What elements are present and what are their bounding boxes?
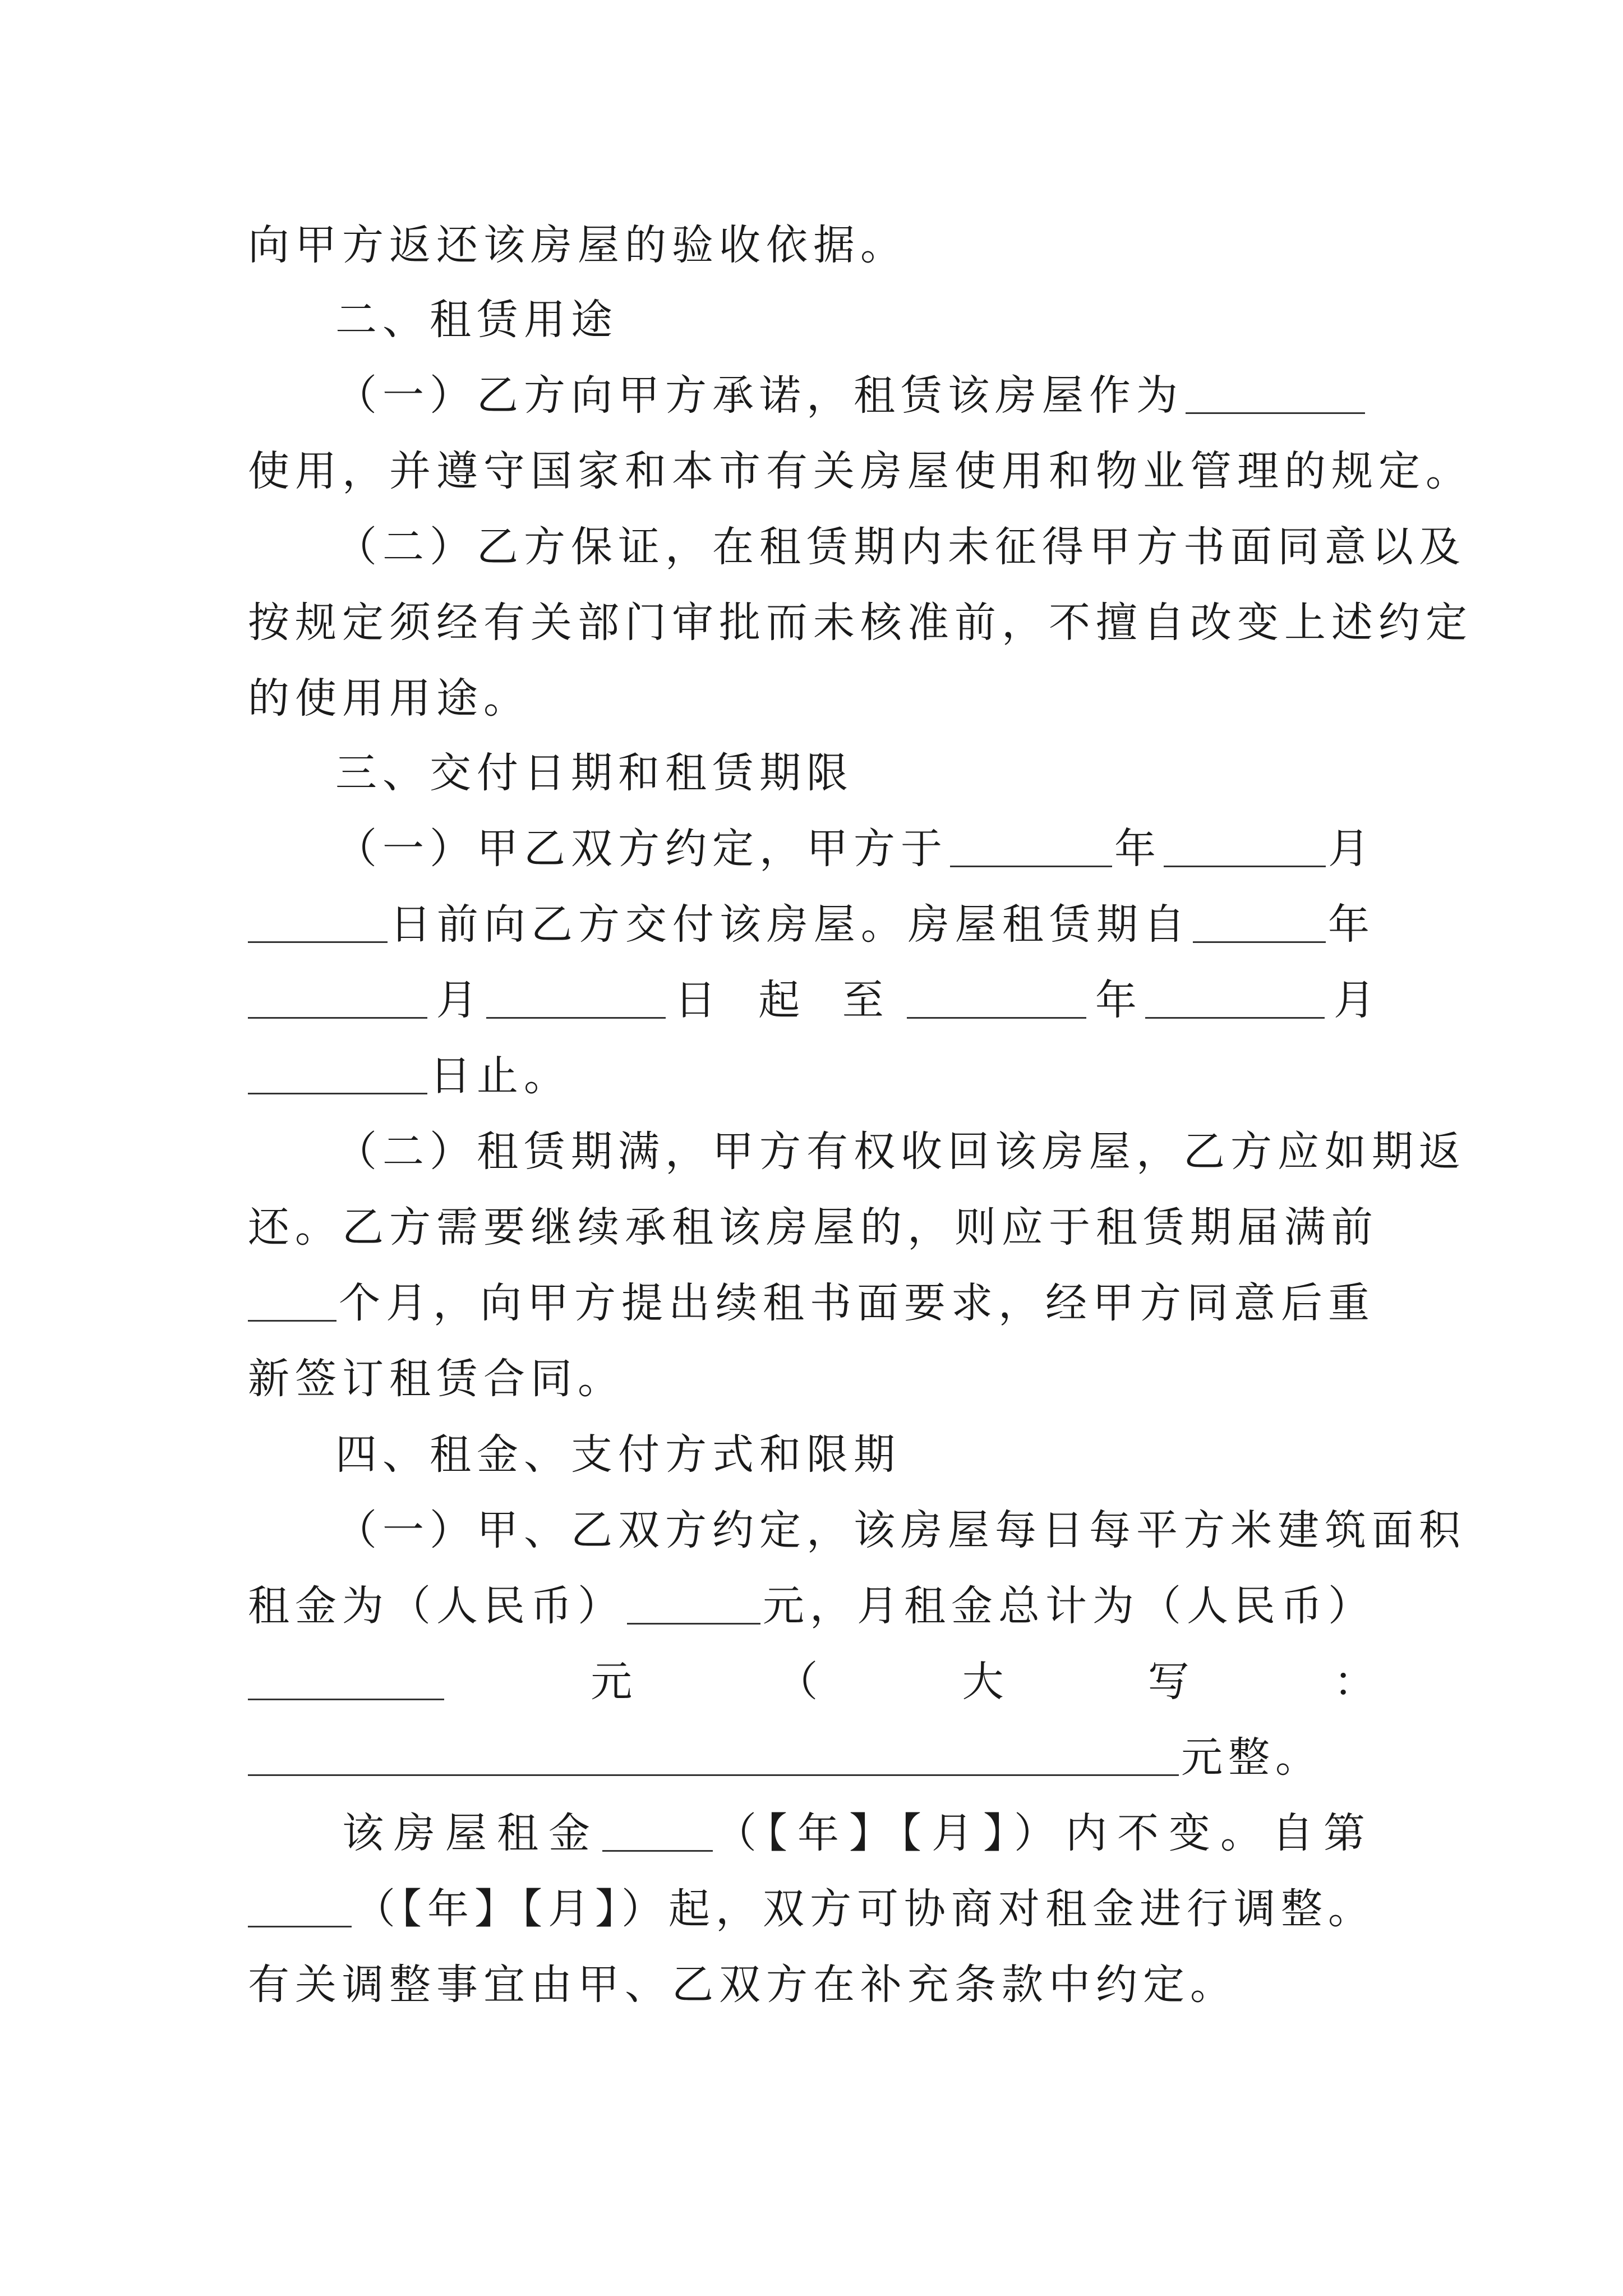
fill-blank-adjust-from[interactable] [248,1891,352,1927]
line-text: 新签订租赁合同。 [248,1355,625,1403]
clause-2-2 [335,516,1466,578]
line-text: 月 [1333,976,1375,1024]
line-text: 日止。 [430,1052,571,1100]
line-text: 年 [1095,976,1137,1024]
line-text: 还。乙方需要继续承租该房屋的，则应于租赁期届满前 [248,1203,1378,1251]
line-text: ： [1333,1658,1375,1706]
line-text: 日 起 至 [674,976,898,1024]
text-line-6 [248,592,1473,654]
fill-blank-delivery-year[interactable] [950,831,1112,867]
fill-blank-rent-fixed-period[interactable] [602,1815,713,1852]
fill-blank-start-year[interactable] [1193,907,1326,943]
fill-blank-monthly-rent[interactable] [248,1664,444,1700]
text-line-4 [248,440,1473,502]
line-text: 月 [1328,825,1375,873]
line-text: 的使用用途。 [248,674,531,723]
line-text: 元 [591,1658,633,1706]
line-text: 向甲方返还该房屋的验收依据。 [248,221,907,269]
text-line-7 [248,668,1375,729]
line-text: 年 [1114,825,1161,873]
line-text: （二）乙方保证，在租赁期内未征得甲方书面同意以及 [335,523,1466,571]
line-text: 大 [962,1658,1004,1706]
line-text: （ [776,1658,818,1706]
line-text: （【年】【月】）内不变。自第 [715,1809,1375,1857]
text-line-24 [248,1954,1375,2016]
line-text: 个月，向甲方提出续租书面要求，经甲方同意后重 [339,1279,1375,1327]
line-text: （一）甲、乙双方约定，该房屋每日每平方米建筑面积 [335,1506,1466,1554]
line-text: 月 [436,976,478,1024]
clause-4-1 [335,1499,1466,1561]
line-text: 按规定须经有关部门审批而未核准前，不擅自改变上述约定 [248,599,1473,647]
clause-3-2 [335,1121,1466,1182]
line-text: 日前向乙方交付该房屋。房屋租赁期自 [389,900,1191,949]
fill-blank-daily-rent[interactable] [627,1588,760,1625]
fill-blank-start-month[interactable] [248,982,427,1019]
line-text: （【年】【月】）起，双方可协商对租金进行调整。 [354,1885,1375,1933]
section-heading-3 [335,742,1375,804]
text-line-14 [248,1197,1378,1258]
line-text: 写 [1147,1658,1189,1706]
fill-blank-rent-in-words[interactable] [248,1740,1179,1776]
text-line-16 [248,1348,1375,1410]
line-text: （二）租赁期满，甲方有权收回该房屋，乙方应如期返 [335,1128,1466,1176]
fill-blank-delivery-day[interactable] [248,907,388,943]
line-text: 使用，并遵守国家和本市有关房屋使用和物业管理的规定。 [248,447,1473,495]
text-line-10 [248,894,1375,955]
section-heading-4 [335,1424,1375,1485]
line-text: （一）乙方向甲方承诺，租赁该房屋作为 [335,371,1183,420]
fill-blank-start-day[interactable] [486,982,666,1019]
text-line-1 [248,214,1375,276]
clause-3-1 [335,818,1375,880]
text-line-15 [248,1272,1375,1334]
text-line-22 [342,1802,1375,1864]
line-text: 该房屋租金 [342,1809,600,1857]
fill-blank-end-month[interactable] [1145,982,1325,1019]
line-text: 元，月租金总计为（人民币） [763,1582,1375,1630]
section-heading-text: 三、交付日期和租赁期限 [335,749,854,797]
line-text: （一）甲乙双方约定，甲方于 [335,825,948,873]
text-line-20 [248,1651,1375,1713]
text-line-21 [248,1727,1375,1788]
line-text: 租金为（人民币） [248,1582,625,1630]
fill-blank-delivery-month[interactable] [1164,831,1326,867]
fill-blank-renewal-months[interactable] [248,1285,336,1322]
line-text: 元整。 [1181,1733,1322,1782]
section-heading-2 [335,289,1375,351]
text-line-19 [248,1575,1375,1637]
line-text: 年 [1328,900,1375,949]
fill-blank-end-day[interactable] [248,1058,427,1094]
fill-blank-end-year[interactable] [907,982,1086,1019]
clause-2-1 [335,365,1375,426]
section-heading-text: 二、租赁用途 [335,296,618,344]
line-text: 有关调整事宜由甲、乙双方在补充条款中约定。 [248,1961,1237,2009]
section-heading-text: 四、租金、支付方式和限期 [335,1430,901,1479]
text-line-12 [248,1045,1375,1107]
fill-blank-usage[interactable] [1186,378,1365,414]
text-line-11 [248,969,1375,1031]
text-line-23 [248,1878,1375,1940]
